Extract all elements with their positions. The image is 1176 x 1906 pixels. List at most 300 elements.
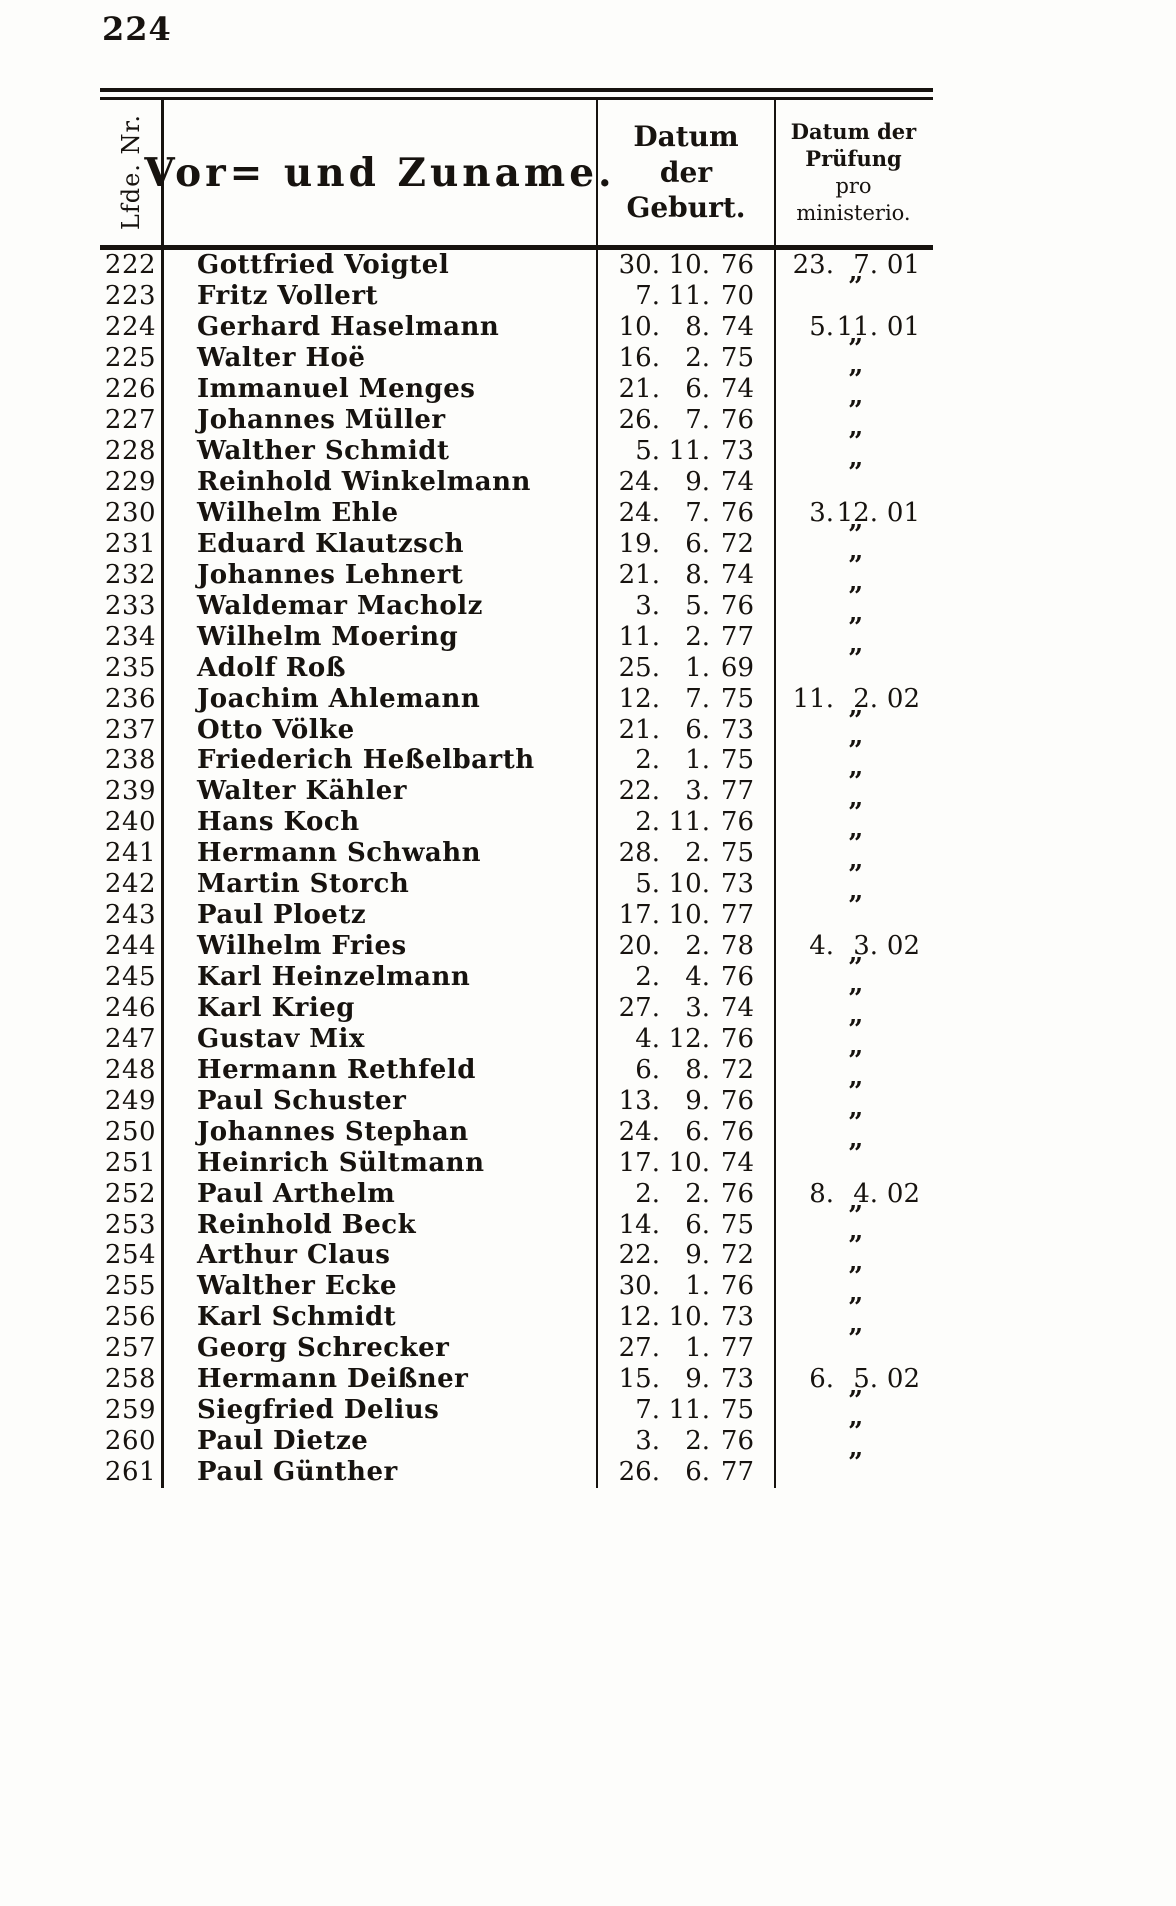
ditto-mark: ”	[848, 953, 863, 984]
birth-day: 3.	[635, 1426, 660, 1457]
birth-month: 10.	[668, 900, 710, 931]
ditto-mark: ”	[848, 705, 863, 736]
birth-day: 20.	[618, 931, 660, 962]
birth-year: 76	[720, 250, 754, 281]
row-number: 248	[100, 1054, 164, 1085]
row-birth-date	[596, 683, 776, 714]
row-number: 260	[100, 1426, 164, 1457]
row-number: 224	[100, 312, 164, 343]
birth-month: 3.	[685, 776, 710, 807]
row-name: Siegfried Delius	[197, 1395, 440, 1426]
birth-day: 26.	[618, 1457, 660, 1488]
row-birth-date	[596, 621, 776, 652]
row-birth-date	[596, 405, 776, 436]
row-birth-date	[596, 1240, 776, 1271]
row-exam-date	[776, 458, 931, 498]
birth-year: 74	[720, 467, 754, 498]
row-name: Paul Ploetz	[197, 900, 367, 931]
birth-year: 77	[720, 621, 754, 652]
birth-day: 14.	[618, 1209, 660, 1240]
birth-day: 17.	[618, 1147, 660, 1178]
row-birth-date	[596, 776, 776, 807]
page-number: 224	[102, 10, 172, 48]
row-birth-date	[596, 467, 776, 498]
birth-month: 2.	[685, 1178, 710, 1209]
row-exam-date	[776, 1448, 931, 1488]
row-name: Joachim Ahlemann	[197, 683, 481, 714]
birth-month: 1.	[685, 745, 710, 776]
ditto-mark: ”	[848, 798, 863, 829]
row-birth-date	[596, 1457, 776, 1488]
ditto-mark: ”	[848, 427, 863, 458]
table-row	[100, 891, 933, 931]
birth-day: 5.	[635, 869, 660, 900]
ditto-mark: ”	[848, 1076, 863, 1107]
birth-year: 76	[720, 590, 754, 621]
row-number: 245	[100, 962, 164, 993]
birth-month: 6.	[685, 714, 710, 745]
row-name: Martin Storch	[197, 869, 410, 900]
row-name: Paul Schuster	[197, 1085, 407, 1116]
header-exam-line-1: Datum der	[790, 118, 917, 144]
birth-year: 73	[720, 869, 754, 900]
row-number: 240	[100, 807, 164, 838]
birth-year: 78	[720, 931, 754, 962]
birth-day: 13.	[618, 1085, 660, 1116]
row-number: 237	[100, 714, 164, 745]
ditto-mark: ”	[848, 1324, 863, 1355]
birth-year: 76	[720, 1085, 754, 1116]
row-name: Paul Günther	[197, 1457, 398, 1488]
birth-day: 17.	[618, 900, 660, 931]
birth-year: 76	[720, 1271, 754, 1302]
ditto-mark: ”	[848, 1014, 863, 1045]
table-row	[100, 272, 933, 312]
row-number: 249	[100, 1085, 164, 1116]
birth-day: 22.	[618, 776, 660, 807]
birth-year: 74	[720, 374, 754, 405]
row-birth-date	[596, 498, 776, 529]
ditto-mark: ”	[848, 860, 863, 891]
row-birth-date	[596, 931, 776, 962]
row-name: Wilhelm Ehle	[197, 497, 399, 528]
exam-month: 4.	[853, 1178, 878, 1209]
birth-month: 11.	[668, 807, 710, 838]
table-row	[100, 643, 933, 683]
birth-day: 27.	[618, 1333, 660, 1364]
exam-month: 2.	[853, 683, 878, 714]
ditto-mark: ”	[848, 891, 863, 922]
row-exam-date	[776, 272, 931, 312]
row-birth-date	[596, 993, 776, 1024]
row-birth-date	[596, 436, 776, 467]
birth-month: 11.	[668, 1395, 710, 1426]
birth-day: 24.	[618, 497, 660, 528]
row-birth-date	[596, 559, 776, 590]
row-birth-date	[596, 900, 776, 931]
header-nr-label: Lfde. Nr.	[116, 114, 145, 231]
header-cell-birth	[596, 100, 776, 245]
ditto-mark: ”	[848, 1231, 863, 1262]
row-birth-date	[596, 590, 776, 621]
row-birth-date	[596, 1426, 776, 1457]
exam-month: 12.	[836, 497, 878, 528]
header-cell-exam	[776, 100, 931, 245]
birth-year: 69	[720, 652, 754, 683]
birth-year: 75	[720, 1209, 754, 1240]
row-exam-date	[776, 891, 931, 931]
row-exam-date	[776, 643, 931, 683]
birth-month: 11.	[668, 281, 710, 312]
table-row	[100, 1324, 933, 1364]
birth-day: 2.	[635, 745, 660, 776]
row-name: Arthur Claus	[197, 1240, 391, 1271]
row-number: 227	[100, 405, 164, 436]
exam-day: 6.	[809, 1364, 834, 1395]
ditto-mark: ”	[848, 1107, 863, 1138]
row-number: 261	[100, 1457, 164, 1488]
birth-year: 74	[720, 312, 754, 343]
row-number: 243	[100, 900, 164, 931]
row-name: Gerhard Haselmann	[197, 312, 500, 343]
row-number: 226	[100, 374, 164, 405]
birth-year: 76	[720, 962, 754, 993]
ditto-mark: ”	[848, 983, 863, 1014]
row-name: Fritz Vollert	[197, 281, 379, 312]
exam-day: 8.	[809, 1178, 834, 1209]
row-birth-date	[596, 1209, 776, 1240]
exam-year: 02	[886, 683, 920, 714]
header-exam-line-4: ministerio.	[796, 200, 911, 225]
birth-day: 26.	[618, 405, 660, 436]
row-number: 252	[100, 1178, 164, 1209]
ditto-mark: ”	[848, 272, 863, 303]
row-birth-date	[596, 807, 776, 838]
row-name: Walter Hoë	[197, 343, 366, 374]
row-name: Hermann Schwahn	[197, 838, 482, 869]
exam-year: 02	[886, 1178, 920, 1209]
birth-month: 6.	[685, 1457, 710, 1488]
row-birth-date	[596, 962, 776, 993]
row-birth-date	[596, 714, 776, 745]
birth-month: 6.	[685, 528, 710, 559]
row-name: Eduard Klautzsch	[197, 528, 465, 559]
row-number: 238	[100, 745, 164, 776]
row-birth-date	[596, 374, 776, 405]
row-number: 231	[100, 528, 164, 559]
row-number: 256	[100, 1302, 164, 1333]
birth-month: 9.	[685, 1240, 710, 1271]
row-birth-date	[596, 343, 776, 374]
birth-year: 75	[720, 838, 754, 869]
ditto-mark: ”	[848, 550, 863, 581]
birth-year: 75	[720, 1395, 754, 1426]
birth-year: 77	[720, 900, 754, 931]
row-birth-date	[596, 1333, 776, 1364]
row-name: Johannes Stephan	[197, 1116, 469, 1147]
birth-day: 10.	[618, 312, 660, 343]
row-name: Hans Koch	[197, 807, 360, 838]
row-number: 225	[100, 343, 164, 374]
header-birth-line-3: Geburt.	[626, 191, 746, 225]
row-number: 254	[100, 1240, 164, 1271]
row-number: 247	[100, 1023, 164, 1054]
row-number: 246	[100, 993, 164, 1024]
row-number: 259	[100, 1395, 164, 1426]
row-name: Walter Kähler	[197, 776, 407, 807]
birth-year: 74	[720, 992, 754, 1023]
birth-day: 12.	[618, 1302, 660, 1333]
row-name: Hermann Deißner	[197, 1364, 469, 1395]
birth-month: 1.	[685, 1271, 710, 1302]
birth-year: 75	[720, 343, 754, 374]
ditto-mark: ”	[848, 396, 863, 427]
birth-month: 2.	[685, 343, 710, 374]
row-number: 228	[100, 436, 164, 467]
birth-month: 4.	[685, 962, 710, 993]
row-number: 253	[100, 1209, 164, 1240]
ditto-mark: ”	[848, 365, 863, 396]
ditto-mark: ”	[848, 1200, 863, 1231]
birth-year: 74	[720, 559, 754, 590]
ditto-mark: ”	[848, 1417, 863, 1448]
birth-year: 73	[720, 714, 754, 745]
header-exam-line-2: Prüfung	[805, 146, 902, 172]
row-name: Reinhold Beck	[197, 1209, 417, 1240]
ditto-mark: ”	[848, 612, 863, 643]
birth-month: 7.	[685, 497, 710, 528]
birth-year: 72	[720, 1240, 754, 1271]
birth-day: 24.	[618, 1116, 660, 1147]
birth-day: 5.	[635, 436, 660, 467]
exam-year: 01	[886, 497, 920, 528]
exam-month: 5.	[853, 1364, 878, 1395]
birth-day: 21.	[618, 714, 660, 745]
header-birth-line-1: Datum	[633, 119, 739, 153]
ditto-mark: ”	[848, 1293, 863, 1324]
birth-month: 7.	[685, 405, 710, 436]
row-number: 232	[100, 559, 164, 590]
ditto-mark: ”	[848, 643, 863, 674]
row-name: Paul Arthelm	[197, 1178, 396, 1209]
row-number: 236	[100, 683, 164, 714]
row-number: 235	[100, 652, 164, 683]
birth-month: 3.	[685, 992, 710, 1023]
table-row	[100, 1138, 933, 1178]
row-exam-date	[776, 1138, 931, 1178]
ditto-mark: ”	[848, 736, 863, 767]
row-name: Friederich Heßelbarth	[197, 745, 535, 776]
birth-year: 75	[720, 745, 754, 776]
birth-day: 30.	[618, 1271, 660, 1302]
birth-month: 2.	[685, 838, 710, 869]
birth-year: 74	[720, 1147, 754, 1178]
row-birth-date	[596, 1178, 776, 1209]
birth-year: 73	[720, 1302, 754, 1333]
row-birth-date	[596, 1302, 776, 1333]
birth-month: 9.	[685, 467, 710, 498]
row-number: 250	[100, 1116, 164, 1147]
row-number: 251	[100, 1147, 164, 1178]
birth-day: 19.	[618, 528, 660, 559]
row-birth-date	[596, 838, 776, 869]
row-name: Walther Schmidt	[197, 436, 450, 467]
birth-month: 10.	[668, 250, 710, 281]
ditto-mark: ”	[848, 458, 863, 489]
row-birth-date	[596, 1054, 776, 1085]
row-number: 258	[100, 1364, 164, 1395]
exam-day: 3.	[809, 497, 834, 528]
table-row	[100, 1448, 933, 1488]
birth-day: 2.	[635, 962, 660, 993]
row-number: 255	[100, 1271, 164, 1302]
row-name: Georg Schrecker	[197, 1333, 450, 1364]
exam-year: 02	[886, 931, 920, 962]
birth-month: 8.	[685, 559, 710, 590]
birth-day: 24.	[618, 467, 660, 498]
birth-day: 30.	[618, 250, 660, 281]
birth-month: 2.	[685, 621, 710, 652]
row-birth-date	[596, 1023, 776, 1054]
row-birth-date	[596, 1085, 776, 1116]
exam-month: 3.	[853, 931, 878, 962]
ditto-mark: ”	[848, 829, 863, 860]
row-number: 229	[100, 467, 164, 498]
birth-month: 6.	[685, 1116, 710, 1147]
birth-month: 1.	[685, 652, 710, 683]
row-birth-date	[596, 1364, 776, 1395]
birth-year: 77	[720, 1333, 754, 1364]
birth-month: 10.	[668, 1147, 710, 1178]
row-birth-date	[596, 652, 776, 683]
birth-year: 73	[720, 436, 754, 467]
row-number: 244	[100, 931, 164, 962]
birth-year: 76	[720, 1178, 754, 1209]
row-birth-date	[596, 1271, 776, 1302]
header-exam-line-3: pro	[835, 173, 872, 198]
birth-year: 76	[720, 807, 754, 838]
exam-year: 01	[886, 312, 920, 343]
row-name: Karl Heinzelmann	[197, 962, 471, 993]
row-name: Gustav Mix	[197, 1023, 365, 1054]
row-birth-date	[596, 250, 776, 281]
table-header	[100, 100, 933, 250]
exam-day: 4.	[809, 931, 834, 962]
row-name: Reinhold Winkelmann	[197, 467, 531, 498]
birth-year: 73	[720, 1364, 754, 1395]
row-name: Johannes Müller	[197, 405, 446, 436]
exam-month: 7.	[853, 250, 878, 281]
exam-day: 5.	[809, 312, 834, 343]
birth-year: 76	[720, 497, 754, 528]
birth-year: 75	[720, 683, 754, 714]
ditto-mark: ”	[848, 1262, 863, 1293]
birth-day: 2.	[635, 807, 660, 838]
birth-day: 11.	[618, 621, 660, 652]
row-number: 241	[100, 838, 164, 869]
birth-day: 7.	[635, 1395, 660, 1426]
birth-month: 6.	[685, 1209, 710, 1240]
row-name: Hermann Rethfeld	[197, 1054, 476, 1085]
ditto-mark: ”	[848, 1045, 863, 1076]
birth-month: 6.	[685, 374, 710, 405]
ditto-mark: ”	[848, 1448, 863, 1479]
row-exam-date	[776, 1324, 931, 1364]
row-name: Paul Dietze	[197, 1426, 369, 1457]
birth-day: 21.	[618, 374, 660, 405]
row-birth-date	[596, 281, 776, 312]
birth-day: 25.	[618, 652, 660, 683]
ditto-mark: ”	[848, 1386, 863, 1417]
ditto-mark: ”	[848, 1138, 863, 1169]
header-birth-line-2: der	[659, 155, 713, 189]
birth-month: 11.	[668, 436, 710, 467]
row-name: Immanuel Menges	[197, 374, 476, 405]
birth-year: 72	[720, 1054, 754, 1085]
table-body	[100, 250, 933, 1488]
row-birth-date	[596, 869, 776, 900]
birth-month: 9.	[685, 1085, 710, 1116]
birth-day: 6.	[635, 1054, 660, 1085]
birth-month: 12.	[668, 1023, 710, 1054]
birth-day: 4.	[635, 1023, 660, 1054]
birth-year: 70	[720, 281, 754, 312]
row-birth-date	[596, 1116, 776, 1147]
row-number: 234	[100, 621, 164, 652]
exam-day: 23.	[792, 250, 834, 281]
birth-year: 76	[720, 1426, 754, 1457]
row-number: 242	[100, 869, 164, 900]
row-name: Adolf Roß	[197, 652, 347, 683]
row-name: Wilhelm Fries	[197, 931, 407, 962]
birth-year: 76	[720, 1023, 754, 1054]
row-number: 222	[100, 250, 164, 281]
row-number: 233	[100, 590, 164, 621]
row-number: 230	[100, 498, 164, 529]
birth-month: 8.	[685, 1054, 710, 1085]
ditto-mark: ”	[848, 767, 863, 798]
birth-month: 10.	[668, 1302, 710, 1333]
exam-day: 11.	[792, 683, 834, 714]
row-birth-date	[596, 312, 776, 343]
row-name: Gottfried Voigtel	[197, 250, 450, 281]
row-number: 239	[100, 776, 164, 807]
ditto-mark: ”	[848, 334, 863, 365]
row-name: Karl Krieg	[197, 992, 355, 1023]
birth-month: 2.	[685, 1426, 710, 1457]
register-table	[100, 88, 933, 1488]
table-row	[100, 458, 933, 498]
birth-day: 12.	[618, 683, 660, 714]
row-name: Karl Schmidt	[197, 1302, 397, 1333]
birth-day: 16.	[618, 343, 660, 374]
exam-year: 01	[886, 250, 920, 281]
birth-year: 76	[720, 1116, 754, 1147]
ditto-mark: ”	[848, 581, 863, 612]
birth-day: 21.	[618, 559, 660, 590]
row-name: Waldemar Macholz	[197, 590, 483, 621]
birth-day: 7.	[635, 281, 660, 312]
row-birth-date	[596, 1395, 776, 1426]
birth-month: 10.	[668, 869, 710, 900]
row-number: 223	[100, 281, 164, 312]
birth-day: 27.	[618, 992, 660, 1023]
ditto-mark: ”	[848, 519, 863, 550]
birth-year: 77	[720, 1457, 754, 1488]
row-birth-date	[596, 745, 776, 776]
birth-month: 8.	[685, 312, 710, 343]
row-name: Wilhelm Moering	[197, 621, 459, 652]
